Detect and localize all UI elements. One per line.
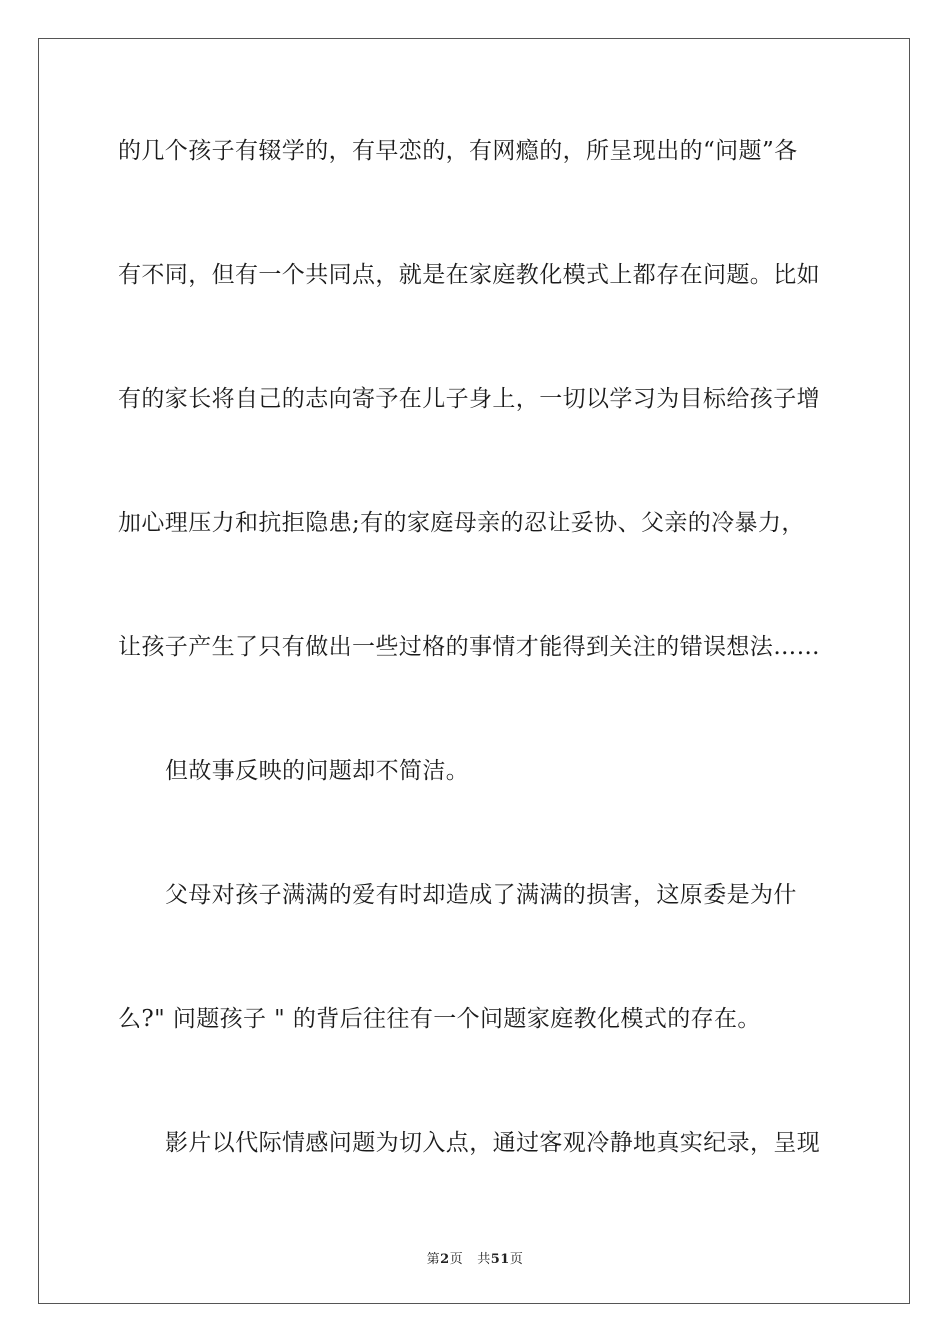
total-prefix: 共 bbox=[477, 1252, 491, 1267]
body-line-2: 有不同，但有一个共同点，就是在家庭教化模式上都存在问题。比如 bbox=[118, 262, 820, 288]
page-prefix: 第 bbox=[426, 1252, 441, 1267]
body-line-6: 但故事反映的问题却不简洁。 bbox=[165, 758, 470, 784]
body-line-4: 加心理压力和抗拒隐患;有的家庭母亲的忍让妥协、父亲的冷暴力， bbox=[118, 510, 805, 536]
body-line-3: 有的家长将自己的志向寄予在儿子身上，一切以学习为目标给孩子增 bbox=[118, 386, 820, 412]
body-line-7: 父母对孩子满满的爱有时却造成了满满的损害，这原委是为什 bbox=[165, 882, 797, 908]
total-pages: 51 bbox=[490, 1252, 510, 1267]
body-line-1: 的几个孩子有辍学的，有早恋的，有网瘾的，所呈现出的“问题”各 bbox=[118, 138, 798, 164]
body-line-8: 么?" 问题孩子 " 的背后往往有一个问题家庭教化模式的存在。 bbox=[118, 1006, 761, 1032]
body-line-5: 让孩子产生了只有做出一些过格的事情才能得到关注的错误想法…… bbox=[118, 634, 820, 660]
body-line-9: 影片以代际情感问题为切入点，通过客观冷静地真实纪录，呈现 bbox=[165, 1130, 821, 1156]
total-suffix: 页 bbox=[509, 1252, 524, 1267]
page-suffix: 页 bbox=[449, 1252, 464, 1267]
page-border bbox=[38, 38, 910, 1304]
page-footer bbox=[0, 1248, 950, 1267]
page-number: 2 bbox=[440, 1252, 450, 1267]
